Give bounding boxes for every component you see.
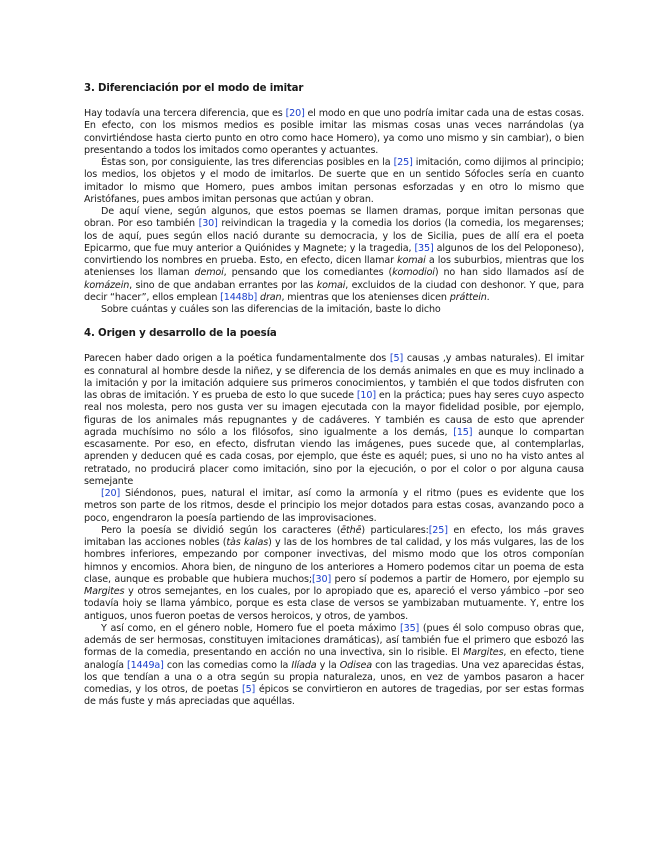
- italic-term: dran: [260, 291, 282, 303]
- paragraph: Y así como, en el género noble, Homero fue el poeta máximo [35] (pues él solo compuso obras que, además de ser hermosas, constituyen imitaciones dramáticas), así también fue el primero que esbozó las formas de la comedia, presentando en acción no una invectiva, sin lo risible. El Margites, en efecto, tiene analogía [1449a] con las comedias como la Ilíada y la Odisea con las tragedias. Una vez aparecidas éstas, los que tendían a una o a otra según su propia naturaleza, unos, en vez de yambos pasaron a hacer comedias, y los otros, de poetas [5] épicos se convirtieron en autores de tragedias, por ser estas formas de más fuste y más apreciadas que aquéllas.: [84, 622, 584, 708]
- italic-term: Margites: [84, 586, 125, 597]
- italic-term: demoi: [194, 267, 224, 279]
- line-reference-link[interactable]: [25]: [393, 157, 413, 168]
- italic-term: komázein: [84, 279, 130, 291]
- line-reference-link[interactable]: [20]: [101, 488, 121, 499]
- italic-term: Odisea: [339, 659, 372, 671]
- line-reference-link[interactable]: [25]: [428, 524, 448, 536]
- line-reference-link[interactable]: [5]: [389, 353, 404, 365]
- document-page: [84, 82, 584, 709]
- line-reference-link[interactable]: [1448b]: [220, 291, 258, 303]
- italic-term: ēthē: [340, 524, 362, 536]
- paragraph: [20] Siéndonos, pues, natural el imitar, así como la armonía y el ritmo (pues es evidente que los metros son parte de los ritmos, desde el principio los mejor dotados para estas cosas, avanzando poco a poco, engendraron la poesía partiendo de las improvisaciones.: [84, 488, 584, 524]
- italic-term: Margites: [463, 647, 504, 659]
- italic-term: tàs kalas: [226, 537, 269, 548]
- section-4-heading: 4. Origen y desarrollo de la poesía: [84, 328, 277, 340]
- line-reference-link[interactable]: [30]: [198, 218, 218, 230]
- paragraph: Éstas son, por consiguiente, las tres diferencias posibles en la [25] imitación, como dijimos al principio; los medios, los objetos y el modo de imitarlos. De suerte que en un sentido Sófocles sería en cuanto imitador lo mismo que Homero, pues ambos imitan personas esforzadas y en otro lo mismo que Aristófanes, pues ambos imitan personas que actúan y obran.: [84, 157, 584, 205]
- line-reference-link[interactable]: [15]: [453, 426, 473, 438]
- paragraph: Sobre cuántas y cuáles son las diferencias de la imitación, baste lo dicho: [101, 304, 441, 315]
- line-reference-link[interactable]: [35]: [400, 622, 420, 634]
- paragraph: Pero la poesía se dividió según los caracteres (ēthē) particulares:[25] en efecto, los más graves imitaban las acciones nobles (tàs kalas) y las de los hombres de tal calidad, y los más vulgares, las de los hombres inferiores, empezando por componer invectivas, del mismo modo que los otros componían himnos y encomios. Ahora bien, de ninguno de los anteriores a Homero podemos citar un poema de esta clase, aunque es probable que hubiera muchos;[30] pero sí podemos a partir de Homero, por ejemplo su Margites y otros semejantes, en los cuales, por lo apropiado que es, apareció el verso yámbico –por seo todavía hoiy se llama yámbico, porque es esta clase de versos se yambizaban mutuamente. Y, entre los antiguos, unos fueron poetas de versos heroicos, y otros, de yambos.: [84, 524, 585, 622]
- paragraph: Parecen haber dado origen a la poética fundamentalmente dos [5] causas ,y ambas naturales). El imitar es connatural al hombre desde la niñez, y se diferencia de los demás animales en que es muy inclinado a la imitación y por la imitación adquiere sus primeros conocimientos, y también el que todos disfruten con las obras de imitación. Y es prueba de esto lo que sucede [10] en la práctica; pues hay seres cuyo aspecto real nos molesta, pero nos gusta ver su imagen ejecutada con la mayor fidelidad posible, por ejemplo, figuras de los animales más repugnantes y de cadáveres. Y también es causa de esto que aprender agrada muchísimo no sólo a los filósofos, sino igualmente a los demás, [15] aunque lo compartan escasamente. Por eso, en efecto, disfrutan viendo las imágenes, pues sucede que, al contemplarlas, aprenden y deducen qué es cada cosas, por ejemplo, que éste es aquél; pues, si uno no ha visto antes al retratado, no producirá placer como imitación, sino por la ejecución, o por el color o por alguna causa semejante: [84, 353, 585, 487]
- line-reference-link[interactable]: [35]: [414, 242, 434, 254]
- italic-term: komodioi: [392, 267, 435, 279]
- italic-term: práttein: [449, 291, 487, 303]
- italic-term: komai: [316, 279, 346, 291]
- section-3-heading: 3. Diferenciación por el modo de imitar: [84, 83, 304, 94]
- italic-term: komai: [397, 255, 426, 266]
- line-reference-link[interactable]: [30]: [311, 573, 332, 585]
- line-reference-link[interactable]: [1449a]: [126, 659, 164, 671]
- paragraph: Hay todavía una tercera diferencia, que es [20] el modo en que uno podría imitar cada una de estas cosas. En efecto, con los mismos medios es posible imitar las mismas cosas unas veces narrándolas (ya convirtiéndose hasta cierto punto en otro como hace Homero), ya como uno mismo y sin cambiar), o bien presentando a todos los imitados como operantes y actuantes.: [84, 108, 584, 156]
- line-reference-link[interactable]: [5]: [242, 684, 256, 695]
- line-reference-link[interactable]: [20]: [285, 108, 305, 119]
- paragraph: De aquí viene, según algunos, que estos poemas se llamen dramas, porque imitan personas que obran. Por eso también [30] reivindican la tragedia y la comedia los dorios (la comedia, los megarenses; los de aquí, pues según ellos nació durante su democracia, y los de Sicilia, pues de allí era el poeta Epicarmo, que fue muy anterior a Quiónides y Magnete; y la tragedia, [35] algunos de los del Peloponeso), convirtiendo los nombres en prueba. Esto, en efecto, dicen llamar komai a los suburbios, mientras que los atenienses los llaman demoi, pensando que los comediantes (komodioi) no han sido llamados así de komázein, sino de que andaban errantes por las komai, excluidos de la ciudad con deshonor. Y que, para decir “hacer”, ellos emplean [1448b] dran, mientras que los atenienses dicen práttein.: [84, 206, 584, 303]
- italic-term: Ilíada: [291, 659, 317, 671]
- line-reference-link[interactable]: [10]: [356, 390, 376, 401]
